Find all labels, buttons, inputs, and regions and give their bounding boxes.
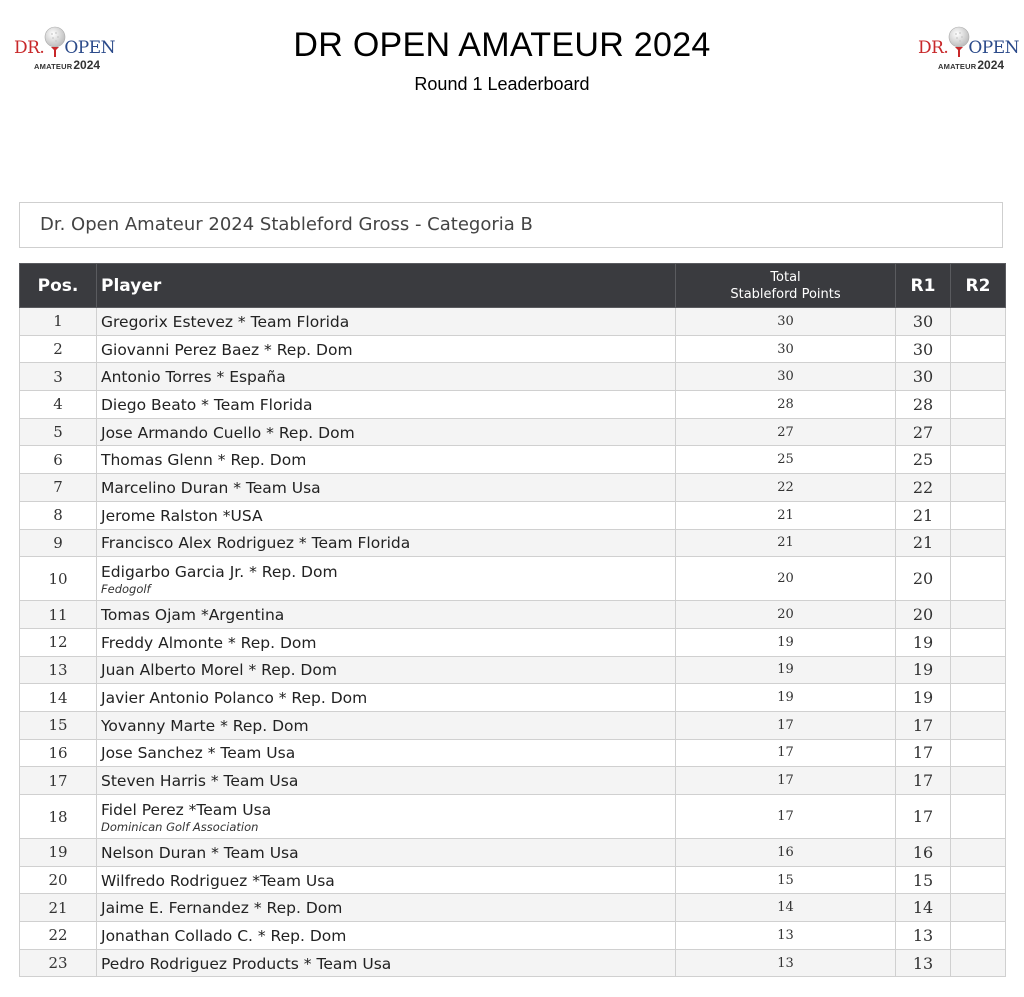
- position-cell: 11: [20, 601, 97, 629]
- player-cell: [97, 711, 676, 739]
- position-cell: 6: [20, 446, 97, 474]
- position-cell: 9: [20, 529, 97, 557]
- player-name-link[interactable]: Edigarbo Garcia Jr. * Rep. Dom: [101, 562, 338, 581]
- player-name-link[interactable]: Jerome Ralston *USA: [101, 506, 263, 525]
- total-points-cell: 21: [676, 501, 896, 529]
- logo-word-open: OPEN: [968, 38, 1020, 58]
- round1-score-cell: 20: [896, 601, 951, 629]
- round2-score-cell: [951, 684, 1006, 712]
- table-row[interactable]: [20, 628, 1006, 656]
- page-title: DR OPEN AMATEUR 2024: [293, 26, 711, 64]
- position-cell: 2: [20, 335, 97, 363]
- player-cell: [97, 739, 676, 767]
- round1-score-cell: 25: [896, 446, 951, 474]
- table-row[interactable]: [20, 557, 1006, 601]
- round2-score-cell: [951, 308, 1006, 336]
- total-points-cell: 19: [676, 656, 896, 684]
- player-name-link[interactable]: Wilfredo Rodriguez *Team Usa: [101, 871, 335, 890]
- player-club: Fedogolf: [101, 581, 151, 596]
- player-name-link[interactable]: Antonio Torres * España: [101, 368, 286, 387]
- player-cell: [97, 656, 676, 684]
- round1-score-cell: 20: [896, 557, 951, 601]
- table-row[interactable]: [20, 839, 1006, 867]
- table-row[interactable]: [20, 894, 1006, 922]
- position-cell: 7: [20, 474, 97, 502]
- position-cell: 23: [20, 949, 97, 977]
- total-points-cell: 14: [676, 894, 896, 922]
- table-row[interactable]: [20, 767, 1006, 795]
- round2-score-cell: [951, 894, 1006, 922]
- total-points-cell: 30: [676, 363, 896, 391]
- round1-score-cell: 21: [896, 529, 951, 557]
- player-cell: [97, 529, 676, 557]
- table-header-row: [20, 264, 1006, 308]
- table-row[interactable]: [20, 866, 1006, 894]
- column-header-total-line1: Total: [770, 269, 801, 285]
- player-name-link[interactable]: Diego Beato * Team Florida: [101, 395, 313, 414]
- round1-score-cell: 14: [896, 894, 951, 922]
- total-points-cell: 20: [676, 557, 896, 601]
- table-row[interactable]: [20, 601, 1006, 629]
- player-name-link[interactable]: Juan Alberto Morel * Rep. Dom: [101, 661, 337, 680]
- table-row[interactable]: [20, 711, 1006, 739]
- player-cell: [97, 391, 676, 419]
- round1-score-cell: 19: [896, 628, 951, 656]
- category-title: Dr. Open Amateur 2024 Stableford Gross - Categoria B: [19, 202, 1003, 248]
- round2-score-cell: [951, 711, 1006, 739]
- round1-score-cell: 17: [896, 767, 951, 795]
- total-points-cell: 20: [676, 601, 896, 629]
- player-name-link[interactable]: Jose Armando Cuello * Rep. Dom: [101, 423, 355, 442]
- round2-score-cell: [951, 529, 1006, 557]
- player-cell: [97, 335, 676, 363]
- total-points-cell: 19: [676, 684, 896, 712]
- position-cell: 16: [20, 739, 97, 767]
- player-cell: [97, 922, 676, 950]
- player-name-link[interactable]: Gregorix Estevez * Team Florida: [101, 312, 350, 331]
- total-points-cell: 13: [676, 949, 896, 977]
- round1-score-cell: 15: [896, 866, 951, 894]
- page-subtitle: Round 1 Leaderboard: [414, 74, 590, 94]
- player-cell: [97, 866, 676, 894]
- logo-word-year: 2024: [977, 58, 1005, 72]
- round2-score-cell: [951, 839, 1006, 867]
- table-row[interactable]: [20, 308, 1006, 336]
- round1-score-cell: 22: [896, 474, 951, 502]
- round2-score-cell: [951, 795, 1006, 839]
- player-name-link[interactable]: Steven Harris * Team Usa: [101, 772, 299, 791]
- round2-score-cell: [951, 739, 1006, 767]
- round2-score-cell: [951, 656, 1006, 684]
- player-name-link[interactable]: Pedro Rodriguez Products * Team Usa: [101, 954, 392, 973]
- round1-score-cell: 30: [896, 363, 951, 391]
- leaderboard-body: [20, 308, 1006, 977]
- table-row[interactable]: [20, 949, 1006, 977]
- player-name-link[interactable]: Jose Sanchez * Team Usa: [101, 744, 296, 763]
- total-points-cell: 30: [676, 335, 896, 363]
- player-cell: [97, 474, 676, 502]
- position-cell: 3: [20, 363, 97, 391]
- round2-score-cell: [951, 557, 1006, 601]
- round1-score-cell: 17: [896, 739, 951, 767]
- total-points-cell: 15: [676, 866, 896, 894]
- logo-word-dr: DR.: [14, 38, 45, 58]
- column-header-pos[interactable]: Pos.: [20, 264, 97, 308]
- leaderboard-table: [19, 263, 1006, 977]
- player-name-link[interactable]: Francisco Alex Rodriguez * Team Florida: [101, 534, 411, 553]
- player-name-link[interactable]: Freddy Almonte * Rep. Dom: [101, 633, 317, 652]
- round2-score-cell: [951, 922, 1006, 950]
- total-points-cell: 17: [676, 795, 896, 839]
- position-cell: 20: [20, 866, 97, 894]
- table-row[interactable]: [20, 922, 1006, 950]
- player-cell: [97, 446, 676, 474]
- player-name-link[interactable]: Marcelino Duran * Team Usa: [101, 478, 321, 497]
- round2-score-cell: [951, 418, 1006, 446]
- position-cell: 14: [20, 684, 97, 712]
- table-row[interactable]: [20, 684, 1006, 712]
- position-cell: 12: [20, 628, 97, 656]
- player-cell: [97, 557, 676, 601]
- table-row[interactable]: [20, 501, 1006, 529]
- position-cell: 19: [20, 839, 97, 867]
- player-cell: [97, 601, 676, 629]
- column-header-r1[interactable]: R1: [896, 264, 951, 308]
- table-row[interactable]: [20, 795, 1006, 839]
- player-cell: [97, 501, 676, 529]
- player-name-link[interactable]: Fidel Perez *Team Usa: [101, 800, 272, 819]
- position-cell: 17: [20, 767, 97, 795]
- player-name-link[interactable]: Jaime E. Fernandez * Rep. Dom: [101, 899, 343, 918]
- player-club: Dominican Golf Association: [101, 819, 259, 834]
- position-cell: 1: [20, 308, 97, 336]
- total-points-cell: 17: [676, 767, 896, 795]
- table-row[interactable]: [20, 391, 1006, 419]
- total-points-cell: 16: [676, 839, 896, 867]
- logo-word-dr: DR.: [918, 38, 949, 58]
- round1-score-cell: 28: [896, 391, 951, 419]
- round1-score-cell: 17: [896, 711, 951, 739]
- table-row[interactable]: [20, 739, 1006, 767]
- total-points-cell: 21: [676, 529, 896, 557]
- round1-score-cell: 19: [896, 684, 951, 712]
- round2-score-cell: [951, 767, 1006, 795]
- position-cell: 18: [20, 795, 97, 839]
- logo-word-amateur: AMATEUR: [938, 62, 977, 71]
- player-name-link[interactable]: Tomas Ojam *Argentina: [101, 606, 285, 625]
- position-cell: 13: [20, 656, 97, 684]
- position-cell: 8: [20, 501, 97, 529]
- total-points-cell: 22: [676, 474, 896, 502]
- position-cell: 15: [20, 711, 97, 739]
- player-name-link[interactable]: Jonathan Collado C. * Rep. Dom: [101, 926, 347, 945]
- round2-score-cell: [951, 501, 1006, 529]
- round2-score-cell: [951, 474, 1006, 502]
- total-points-cell: 17: [676, 739, 896, 767]
- player-name-link[interactable]: Giovanni Perez Baez * Rep. Dom: [101, 340, 353, 359]
- logo-word-year: 2024: [73, 58, 101, 72]
- total-points-cell: 28: [676, 391, 896, 419]
- round1-score-cell: 27: [896, 418, 951, 446]
- player-cell: [97, 418, 676, 446]
- table-row[interactable]: [20, 529, 1006, 557]
- total-points-cell: 25: [676, 446, 896, 474]
- round2-score-cell: [951, 866, 1006, 894]
- round2-score-cell: [951, 335, 1006, 363]
- player-cell: [97, 894, 676, 922]
- round1-score-cell: 19: [896, 656, 951, 684]
- total-points-cell: 27: [676, 418, 896, 446]
- round2-score-cell: [951, 363, 1006, 391]
- column-header-total-line2: Stableford Points: [730, 286, 841, 302]
- player-cell: [97, 363, 676, 391]
- player-cell: [97, 795, 676, 839]
- table-row[interactable]: [20, 656, 1006, 684]
- round2-score-cell: [951, 949, 1006, 977]
- position-cell: 22: [20, 922, 97, 950]
- table-row[interactable]: [20, 418, 1006, 446]
- player-name-link[interactable]: Javier Antonio Polanco * Rep. Dom: [101, 689, 368, 708]
- round2-score-cell: [951, 628, 1006, 656]
- column-header-r2[interactable]: R2: [951, 264, 1006, 308]
- column-header-total[interactable]: [676, 264, 896, 308]
- player-name-link[interactable]: Thomas Glenn * Rep. Dom: [101, 451, 307, 470]
- position-cell: 4: [20, 391, 97, 419]
- round1-score-cell: 13: [896, 922, 951, 950]
- table-row[interactable]: [20, 446, 1006, 474]
- round2-score-cell: [951, 391, 1006, 419]
- player-cell: [97, 628, 676, 656]
- player-name-link[interactable]: Yovanny Marte * Rep. Dom: [101, 716, 309, 735]
- round1-score-cell: 17: [896, 795, 951, 839]
- round2-score-cell: [951, 446, 1006, 474]
- logo-word-open: OPEN: [64, 38, 116, 58]
- table-row[interactable]: [20, 335, 1006, 363]
- player-cell: [97, 839, 676, 867]
- logo-word-amateur: AMATEUR: [34, 62, 73, 71]
- total-points-cell: 13: [676, 922, 896, 950]
- table-row[interactable]: [20, 474, 1006, 502]
- table-row[interactable]: [20, 363, 1006, 391]
- round1-score-cell: 30: [896, 308, 951, 336]
- round1-score-cell: 30: [896, 335, 951, 363]
- position-cell: 10: [20, 557, 97, 601]
- position-cell: 5: [20, 418, 97, 446]
- player-cell: [97, 767, 676, 795]
- round1-score-cell: 21: [896, 501, 951, 529]
- column-header-player[interactable]: Player: [97, 264, 676, 308]
- round1-score-cell: 13: [896, 949, 951, 977]
- player-name-link[interactable]: Nelson Duran * Team Usa: [101, 843, 299, 862]
- total-points-cell: 30: [676, 308, 896, 336]
- position-cell: 21: [20, 894, 97, 922]
- total-points-cell: 19: [676, 628, 896, 656]
- player-cell: [97, 308, 676, 336]
- player-cell: [97, 949, 676, 977]
- total-points-cell: 17: [676, 711, 896, 739]
- player-cell: [97, 684, 676, 712]
- round2-score-cell: [951, 601, 1006, 629]
- round1-score-cell: 16: [896, 839, 951, 867]
